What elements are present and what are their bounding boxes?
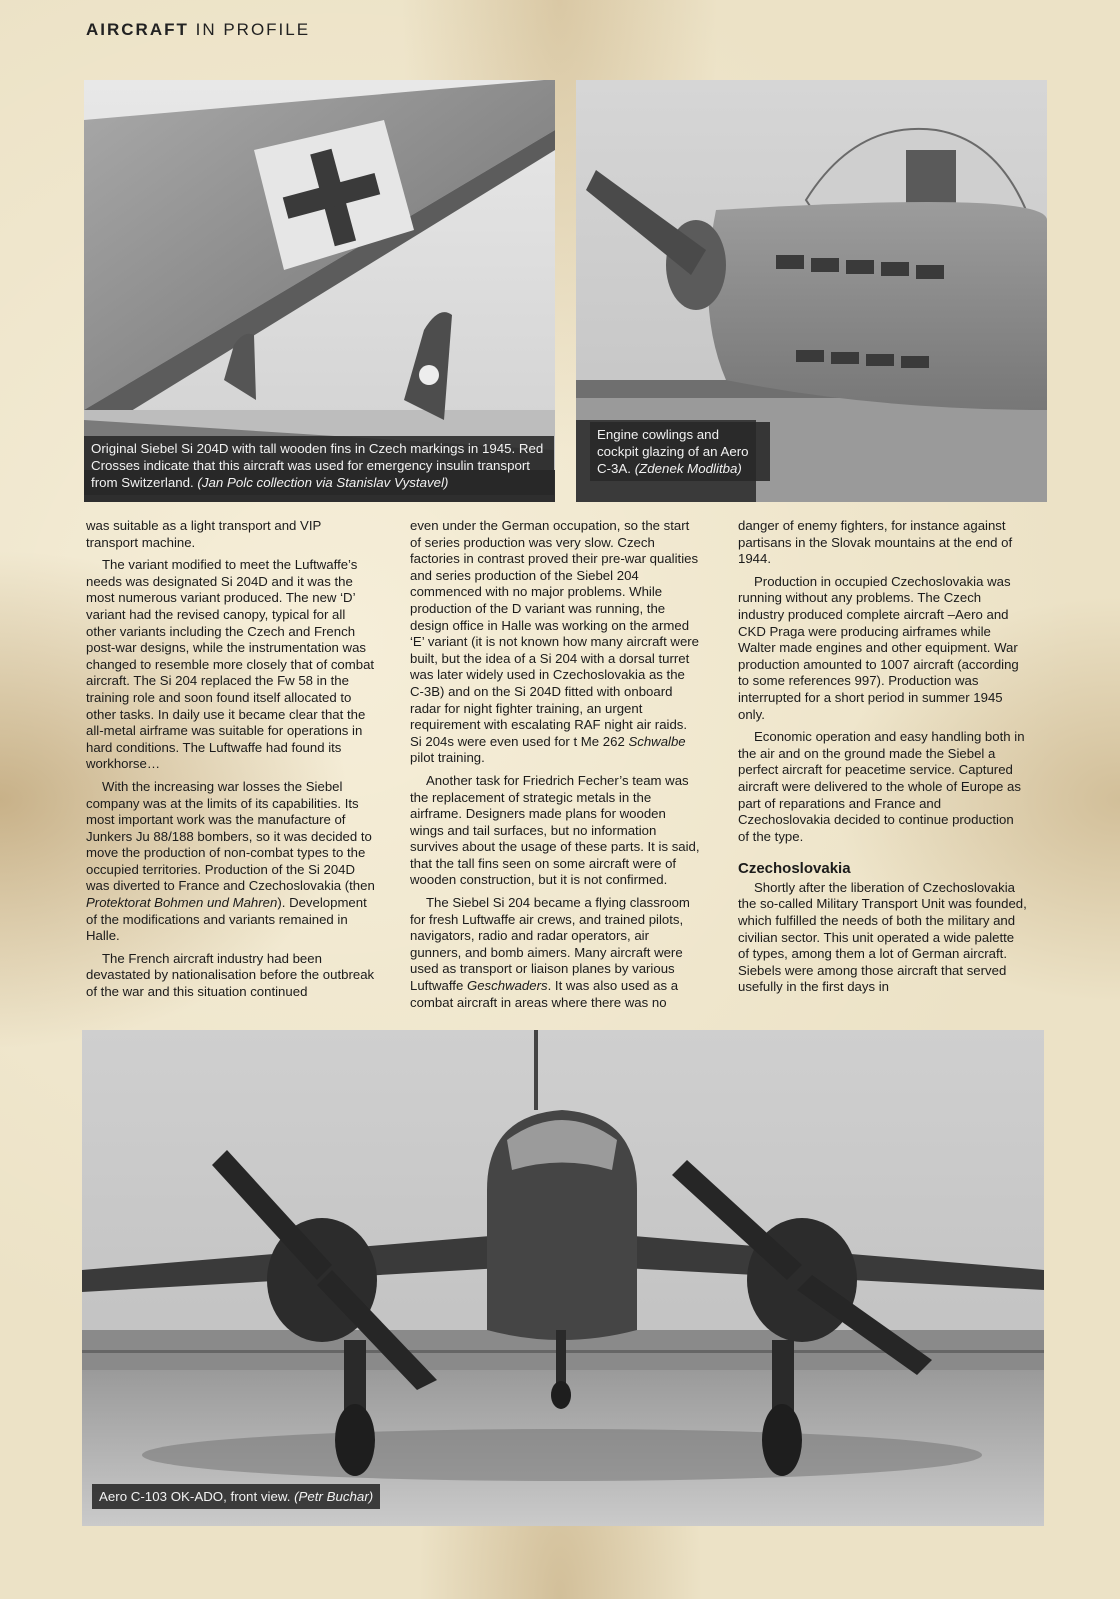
text-column-1: [86, 518, 376, 1007]
caption-credit: (Petr Buchar): [294, 1489, 374, 1504]
paragraph-text: With the increasing war losses the Siebel company was at the limits of its capabilities. Its most important work was the manufacture of Junkers Ju 88/188 bombers, so it was decided to move the production of non-combat types to the occupied territories. Production of the Si 204D was diverted to France and Czechoslovakia (then: [86, 778, 375, 894]
text-column-2: [410, 518, 700, 1017]
caption-text: Aero C-103 OK-ADO, front view.: [99, 1489, 291, 1504]
running-header: [86, 20, 310, 40]
paragraph: [410, 518, 700, 767]
paragraph: Economic operation and easy handling both in the air and on the ground made the Siebel a perfect aircraft for peacetime service. Captured aircraft were delivered to the whole of Europe as part of reparations and France and Czechoslovakia decided to continue production of the type.: [738, 729, 1025, 844]
paragraph: was suitable as a light transport and VIP transport machine.: [86, 518, 322, 550]
paragraph: Shortly after the liberation of Czechoslovakia the so-called Military Transport Unit was founded, which fulfilled the needs of both the military and civilian sector. This unit operated a wide palette of types, among them a lot of German aircraft. Siebels were among those aircraft that served usefully in the first days in: [738, 879, 1027, 995]
text-column-3: [738, 518, 1028, 1002]
paragraph-text: ). Development of the modifications and variants remained in Halle.: [86, 895, 367, 944]
paragraph: Another task for Friedrich Fecher’s team was the replacement of strategic metals in the airframe. Designers made plans for wooden wings and tail surfaces, but no information survives about the usage of these parts. It is said, that the tall fins seen on some aircraft were of wooden construction, but it is not confirmed.: [410, 772, 700, 888]
paragraph-italic: Geschwaders: [466, 978, 548, 994]
paragraph-italic: Schwalbe: [628, 733, 686, 749]
caption-aero-c3a: [590, 422, 770, 481]
paragraph-text: pilot training.: [410, 750, 485, 766]
caption-credit: (Zdenek Modlitba): [634, 461, 742, 476]
front-view-illustration: [82, 1030, 1044, 1526]
caption-siebel-wing: [84, 436, 554, 495]
photo-aero-c103-front: [82, 1030, 1044, 1526]
paragraph: [86, 779, 376, 945]
caption-aero-c103: [92, 1484, 380, 1509]
paragraph-italic: Protektorat Bohmen und Mahren: [86, 895, 278, 911]
caption-text: Original Siebel Si 204D with tall wooden fins in Czech markings in 1945. Red Crosses indicate that this aircraft was used for emergency insulin transport from Switzerland.: [91, 441, 544, 490]
paragraph: Production in occupied Czechoslovakia was running without any problems. The Czech industry produced complete aircraft –Aero and CKD Praga were producing airframes while Walter made engines and other equipment. War production amounted to 1007 aircraft (according to some references 997). Production was interrupted for a short period in summer 1945 only.: [738, 573, 1019, 722]
paragraph-text: The Siebel Si 204 became a flying classroom for fresh Luftwaffe air crews, and trained pilots, navigators, radio and radar operators, air gunners, and bomb aimers. Many aircraft were used as transport or liaison planes by various Luftwaffe: [410, 895, 690, 994]
paragraph: [410, 895, 700, 1011]
paragraph: The French aircraft industry had been devastated by nationalisation before the outbreak of the war and this situation continued: [86, 950, 375, 1000]
caption-text: Engine cowlings and cockpit glazing of an Aero C-3A.: [597, 427, 749, 476]
header-subtitle: IN PROFILE: [188, 20, 311, 39]
section-heading: Czechoslovakia: [738, 860, 851, 878]
header-section: AIRCRAFT: [86, 20, 189, 39]
paragraph-text: . It was also used as a combat aircraft in areas where there was no: [410, 978, 679, 1010]
paragraph: danger of enemy fighters, for instance against partisans in the Slovak mountains at the end of 1944.: [738, 518, 1013, 567]
paragraph: The variant modified to meet the Luftwaffe’s needs was designated Si 204D and it was the most numerous variant produced. The new ‘D’ variant had the revised canopy, typical for all other variants including the Czech and French post-war designs, while the instrumentation was changed to resemble more closely that of combat aircraft. The Si 204 replaced the Fw 58 in the training role and soon found itself allocated to other tasks. In daily use it became clear that the all-metal airframe was suitable for operations in hard conditions. The Luftwaffe had found its workhorse…: [86, 557, 375, 772]
paragraph-text: even under the German occupation, so the start of series production was very slow. Czech factories in contrast proved their pre-war qualities and series production of the Siebel 204 commenced with no major problems. While production of the D variant was running, the design office in Halle was working on the armed ‘E’ variant (it is not known how many aircraft were built, but the idea of a Si 204 with a dorsal turret was later widely used in Czechoslovakia as the C-3B) and on the Si 204D fitted with onboard radar for night fighter training, an urgent requirement with escalating RAF night air raids. Si 204s were even used for t Me 262: [410, 518, 700, 749]
caption-credit: (Jan Polc collection via Stanislav Vystavel): [197, 475, 449, 490]
